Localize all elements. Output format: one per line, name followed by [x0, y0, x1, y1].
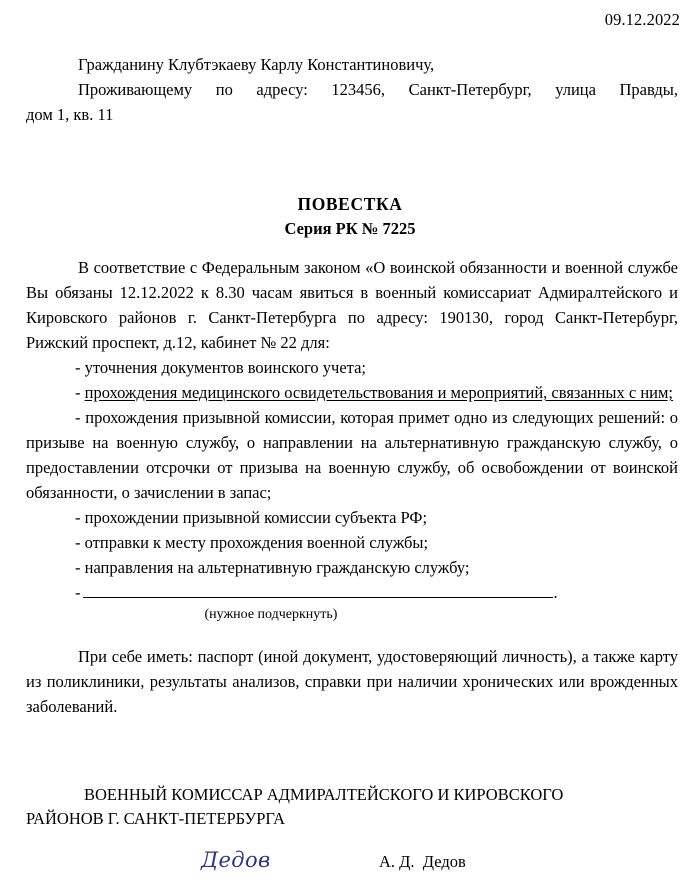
document-date: 09.12.2022: [604, 10, 680, 29]
purpose-dash: -: [75, 508, 81, 527]
addressee-line-3: дом 1, кв. 11: [26, 105, 114, 124]
document-body: [26, 255, 678, 719]
blank-purpose-item: [26, 580, 678, 605]
addressee-line-2: Проживающему по адресу: 123456, Санкт-Петербург, улица Правды,: [78, 80, 678, 99]
purpose-item: [26, 530, 678, 555]
purpose-dash: -: [75, 383, 81, 402]
purpose-dash: -: [75, 533, 81, 552]
document-title: ПОВЕСТКА: [297, 194, 403, 214]
purpose-text: прохождения призывной комиссии, которая примет одно из следующих решений: о призыве на военную службу, о направлении на альтернативную гражданскую службу, о предоставлении отсрочки от призыва на военную службу, об освобождении от воинской обязанности, о зачислении в запас;: [26, 408, 679, 502]
commissar-line-1: ВОЕННЫЙ КОМИССАР АДМИРАЛТЕЙСКОГО И КИРОВСКОГО: [84, 785, 564, 804]
purpose-text: направления на альтернативную гражданскую службу;: [84, 558, 470, 577]
intro-paragraph: В соответствие с Федеральным законом «О воинской обязанности и военной службе Вы обязаны 12.12.2022 к 8.30 часам явиться в военный комиссариат Адмиралтейского и Кировского районов г. Санкт-Петербурга по адресу: 190130, город Санкт-Петербург, Рижский проспект, д.12, кабинет № 22 для:: [26, 258, 678, 352]
underline-hint: (нужное подчеркнуть): [204, 607, 338, 622]
commissar-heading: [26, 783, 678, 831]
purpose-item: [26, 405, 678, 505]
purpose-text: уточнения документов воинского учета;: [84, 358, 366, 377]
addressee-line-1: Гражданину Клубтэкаеву Карлу Константиновичу,: [78, 55, 435, 74]
purpose-text: прохождения медицинского освидетельствования и мероприятий, связанных с ним;: [84, 383, 674, 402]
purpose-text: отправки к месту прохождения военной службы;: [84, 533, 429, 552]
purpose-item: [26, 555, 678, 580]
document-series: Серия РК № 7225: [284, 219, 416, 238]
purpose-item: [26, 505, 678, 530]
purpose-text: прохождении призывной комиссии субъекта РФ;: [84, 508, 428, 527]
fill-in-rule[interactable]: [83, 585, 553, 598]
purpose-item: [26, 355, 678, 380]
signature-mark: Дедов: [201, 848, 271, 872]
purpose-dash: -: [75, 558, 81, 577]
title-block: [0, 192, 700, 241]
signature-name: А. Д. Дедов: [379, 852, 466, 871]
purpose-list: [26, 355, 678, 580]
purpose-item: [26, 380, 678, 405]
closing-paragraph: При себе иметь: паспорт (иной документ, удостоверяющий личность), а также карту из поликлиники, результаты анализов, справки при наличии хронических или врожденных заболеваний.: [26, 647, 678, 716]
purpose-dash: -: [75, 408, 81, 427]
blank-item-dash: -: [75, 583, 81, 602]
commissar-line-2: РАЙОНОВ Г. САНКТ-ПЕТЕРБУРГА: [26, 809, 286, 828]
signature-row: [26, 848, 678, 888]
addressee-block: [26, 52, 678, 127]
blank-item-trailing: .: [553, 583, 558, 602]
purpose-dash: -: [75, 358, 81, 377]
